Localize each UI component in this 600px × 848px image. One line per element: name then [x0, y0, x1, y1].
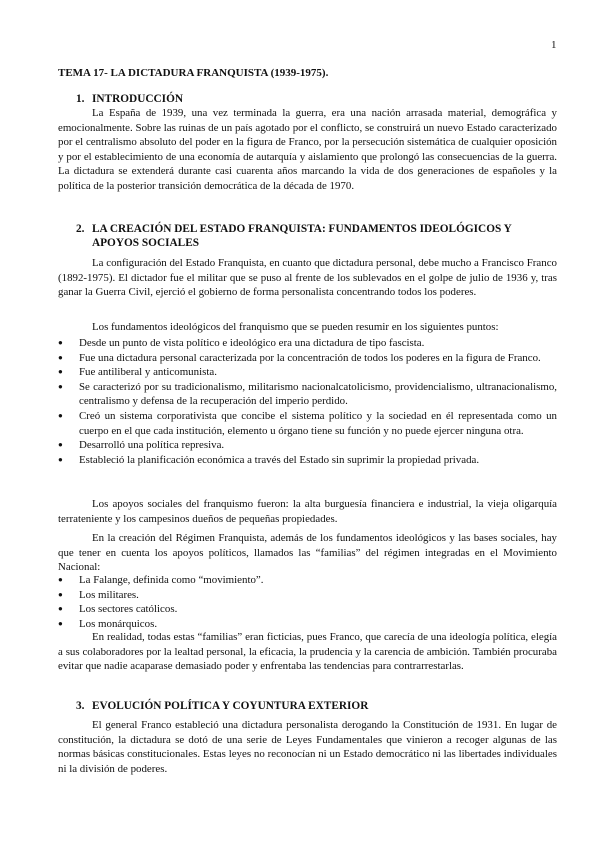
page-number: 1: [551, 39, 557, 51]
list-item: ● Creó un sistema corporativista que concibe el sistema político y la sociedad en él representada como un cuerpo en el que cada institución, elemento u órgano tiene su función y no puede ejercer ninguna otra.: [58, 409, 557, 438]
list-item: ● Desarrolló una política represiva.: [58, 438, 557, 453]
fundamentos-list: [58, 336, 557, 467]
franco-paragraph: La configuración del Estado Franquista, en cuanto que dictadura personal, debe mucho a Francisco Franco (1892-1975). El dictador fue el militar que se puso al frente de los sublevados en el golpe de julio de 1936 y, tras ganar la Guerra Civil, ejerció el gobierno de forma personalista concentrando todos los poderes.: [58, 257, 557, 299]
list-item: ● Se caracterizó por su tradicionalismo, militarismo nacionalcatolicismo, providencialismo, ultranacionalismo, centralismo y defensa de la recuperación del imperio perdido.: [58, 380, 557, 409]
list-item: ● Fue una dictadura personal caracterizada por la concentración de todos los poderes en la figura de Franco.: [58, 351, 557, 366]
familias-list: [58, 573, 557, 631]
intro-paragraph: La España de 1939, una vez terminada la guerra, era una nación arrasada material, demográfica y emocionalmente. Sobre las ruinas de un país agotado por el conflicto, se construirá un nuevo Estado caracterizado por el centralismo absoluto del poder en la figura de Franco, por la persecución sistemática de cualquier oposición y por el establecimiento de una economía de autarquía y aislamiento que prolongó las consecuencias de la guerra. La dictadura se extenderá durante casi cuarenta años marcando la vida de dos generaciones de españoles y la política de la posterior transición democrática de la década de 1970.: [58, 107, 557, 192]
section-number: 3.: [76, 700, 85, 712]
evolucion-paragraph: El general Franco estableció una dictadura personalista derogando la Constitución de 1931. En lugar de constitución, la dictadura se dotó de una serie de Leyes Fundamentales que vinieron a recoger algunas de las normas básicas constitucionales. Estas leyes no reconocían ni un Estado democrático ni las libertades individuales ni la división de poderes.: [58, 719, 557, 775]
section-title: EVOLUCIÓN POLÍTICA Y COYUNTURA EXTERIOR: [92, 700, 369, 712]
section-number: 2.: [76, 223, 85, 235]
apoyos-sociales-paragraph: Los apoyos sociales del franquismo fueron: la alta burguesía financiera e industrial, la vieja oligarquía terrateniente y los campesinos dueños de pequeñas propiedades.: [58, 498, 557, 525]
list-item: ● Estableció la planificación económica a través del Estado sin suprimir la propiedad privada.: [58, 453, 557, 468]
fundamentos-intro: Los fundamentos ideológicos del franquismo que se pueden resumir en los siguientes puntos:: [92, 321, 499, 333]
list-item: ● Fue antiliberal y anticomunista.: [58, 365, 557, 380]
section-title: INTRODUCCIÓN: [92, 93, 184, 105]
list-item: ● Los sectores católicos.: [58, 602, 557, 617]
familias-intro-paragraph: En la creación del Régimen Franquista, además de los fundamentos ideológicos y las bases sociales, hay que tener en cuenta los apoyos políticos, llamados las “familias” del régimen integradas en el Movimiento Nacional:: [58, 532, 557, 574]
section-heading-introduccion: [58, 92, 557, 106]
document-title: TEMA 17- LA DICTADURA FRANQUISTA (1939-1975).: [58, 67, 329, 79]
section-number: 1.: [76, 93, 85, 105]
list-item: ● Los monárquicos.: [58, 617, 557, 632]
section-heading-evolucion: [58, 699, 557, 713]
section-heading-creacion: [58, 222, 557, 250]
ficticias-paragraph: En realidad, todas estas “familias” eran ficticias, pues Franco, que carecía de una ideología política, elegía a sus colaboradores por la lealtad personal, la eficacia, la prudencia y la carencia de ambición. También procuraba evitar que nadie acaparase demasiado poder y enfrentaba las tendencias para contrarrestarlas.: [58, 631, 557, 673]
list-item: ● La Falange, definida como “movimiento”.: [58, 573, 557, 588]
section-title: LA CREACIÓN DEL ESTADO FRANQUISTA: FUNDAMENTOS IDEOLÓGICOS Y APOYOS SOCIALES: [92, 223, 512, 249]
list-item: ● Desde un punto de vista político e ideológico era una dictadura de tipo fascista.: [58, 336, 557, 351]
list-item: ● Los militares.: [58, 588, 557, 603]
